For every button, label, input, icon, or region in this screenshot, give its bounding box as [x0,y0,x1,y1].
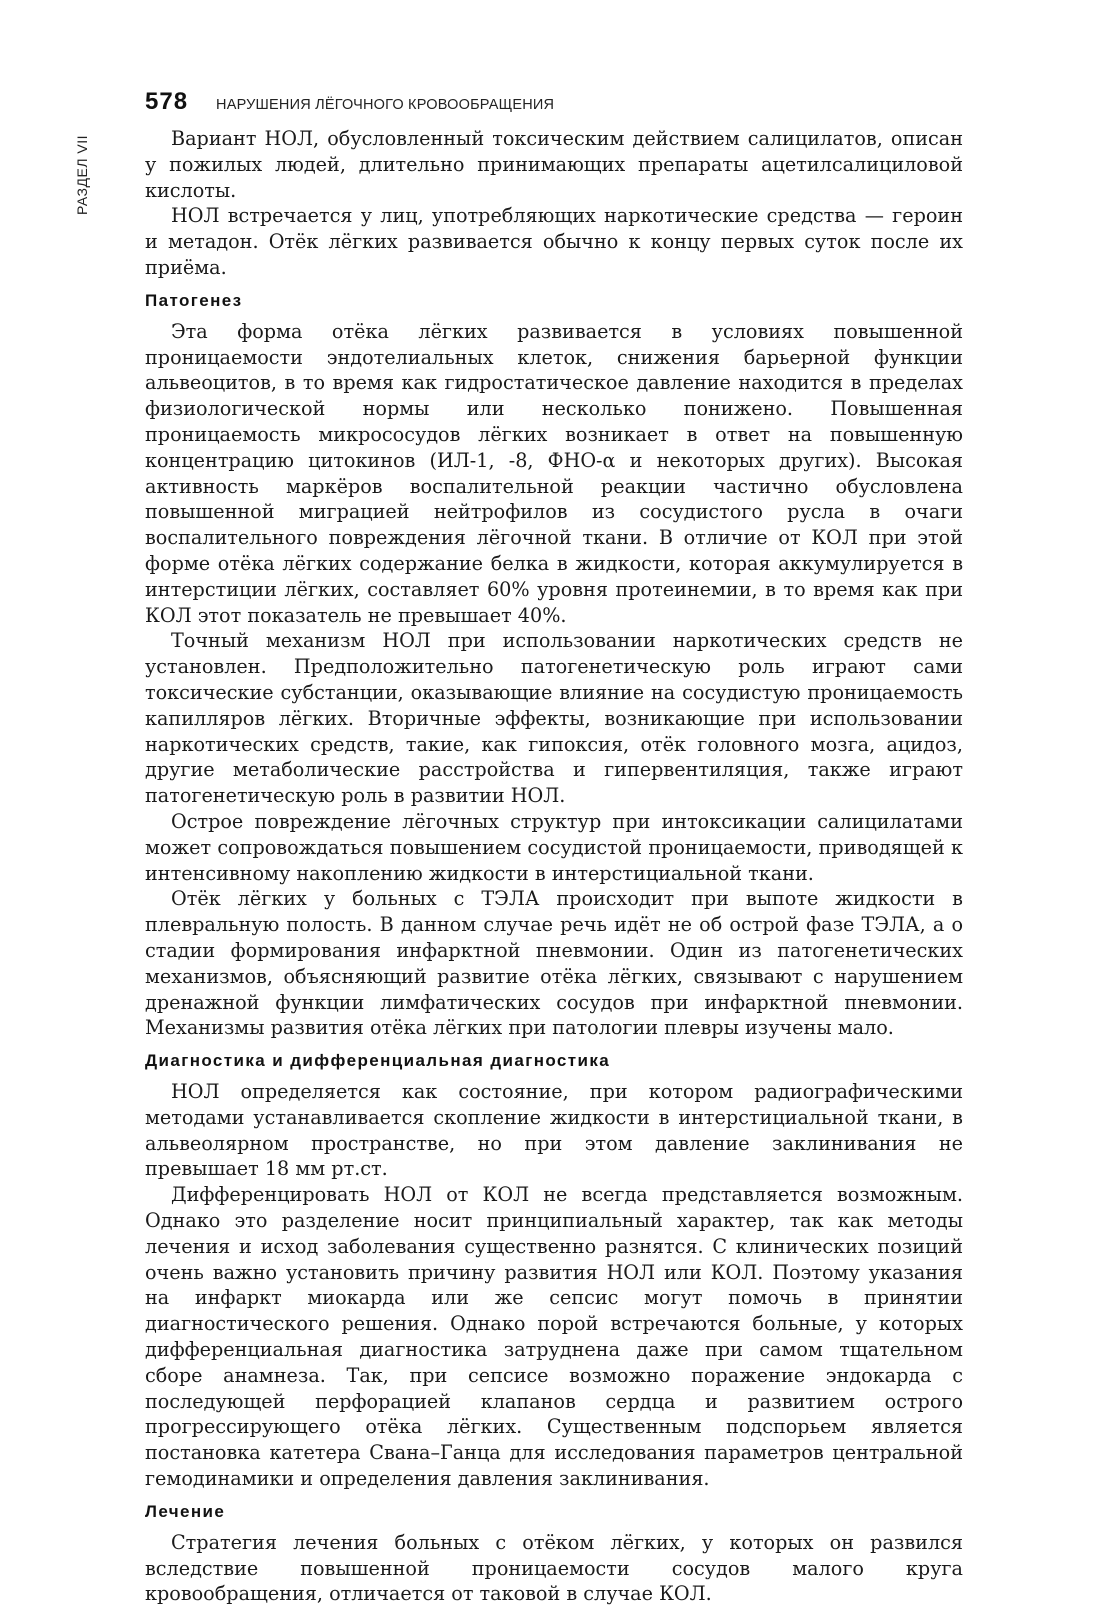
section-heading-pathogenesis: Патогенез [145,290,243,310]
section-heading-diagnostics: Диагностика и дифференциальная диагностика [145,1051,611,1071]
paragraph: Вариант НОЛ, обусловленный токсическим действием салицилатов, описан у пожилых людей, длительно принимающих препараты ацетилсалициловой кислоты. [145,127,963,202]
running-head: НАРУШЕНИЯ ЛЁГОЧНОГО КРОВООБРАЩЕНИЯ [216,97,555,113]
paragraph: НОЛ встречается у лиц, употребляющих наркотические средства — героин и метадон. Отёк лёгких развивается обычно к концу первых суток после их приёма. [145,204,963,279]
paragraph: Отёк лёгких у больных с ТЭЛА происходит при выпоте жидкости в плевральную полость. В данном случае речь идёт не об острой фазе ТЭЛА, а о стадии формирования инфарктной пневмонии. Один из патогенетических механизмов, объясняющий развитие отёка лёгких, связывают с нарушением дренажной функции лимфатических сосудов при инфарктной пневмонии. Механизмы развития отёка лёгких при патологии плевры изучены мало. [145,887,963,1040]
paragraph: Дифференцировать НОЛ от КОЛ не всегда представляется возможным. Однако это разделение носит принципиальный характер, так как методы лечения и исход заболевания существенно разнятся. С клинических позиций очень важно установить причину развития НОЛ или КОЛ. Поэтому указания на инфаркт миокарда или же сепсис могут помочь в принятии диагностического решения. Однако порой встречаются больные, у которых дифференциальная диагностика затруднена даже при самом тщательном сборе анамнеза. Так, при сепсисе возможно поражение эндокарда с последующей перфорацией клапанов сердца и развитием острого прогрессирующего отёка лёгких. Существенным подспорьем является постановка катетера Свана–Ганца для исследования параметров центральной гемодинамики и определения давления заклинивания. [145,1183,963,1491]
paragraph: Эта форма отёка лёгких развивается в условиях повышенной проницаемости эндотелиальных клеток, снижения барьерной функции альвеоцитов, в то время как гидростатическое давление находится в пределах физиологической нормы или несколько понижено. Повышенная проницаемость микрососудов лёгких возникает в ответ на повышенную концентрацию цитокинов (ИЛ-1, -8, ФНО-α и некоторых других). Высокая активность маркёров воспалительной реакции частично обусловлена повышенной миграцией нейтрофилов из сосудистого русла в очаги воспалительного повреждения лёгочной ткани. В отличие от КОЛ при этой форме отёка лёгких содержание белка в жидкости, которая аккумулируется в интерстиции лёгких, составляет 60% уровня протеинемии, в то время как при КОЛ этот показатель не превышает 40%. [145,319,963,627]
section-tab-label: РАЗДЕЛ VII [74,134,90,216]
page-header [145,88,965,114]
page-number: 578 [145,88,189,115]
page-body [145,126,963,1607]
section-tab [62,125,102,225]
paragraph: Стратегия лечения больных с отёком лёгких, у которых он развился вследствие повышенной проницаемости сосудов малого круга кровообращения, отличается от таковой в случае КОЛ. [145,1530,963,1606]
section-heading-treatment: Лечение [145,1501,226,1521]
paragraph: Острое повреждение лёгочных структур при интоксикации салицилатами может сопровождаться повышением сосудистой проницаемости, приводящей к интенсивному накоплению жидкости в интерстициальной ткани. [145,809,963,885]
paragraph: НОЛ определяется как состояние, при котором радиографическими методами устанавливается скопление жидкости в интерстициальной ткани, в альвеолярном пространстве, но при этом давление заклинивания не превышает 18 мм рт.ст. [145,1080,963,1181]
paragraph: Точный механизм НОЛ при использовании наркотических средств не установлен. Предположительно патогенетическую роль играют сами токсические субстанции, оказывающие влияние на сосудистую проницаемость капилляров лёгких. Вторичные эффекты, возникающие при использовании наркотических средств, такие, как гипоксия, отёк головного мозга, ацидоз, другие метаболические расстройства и гипервентиляция, также играют патогенетическую роль в развитии НОЛ. [145,629,963,808]
